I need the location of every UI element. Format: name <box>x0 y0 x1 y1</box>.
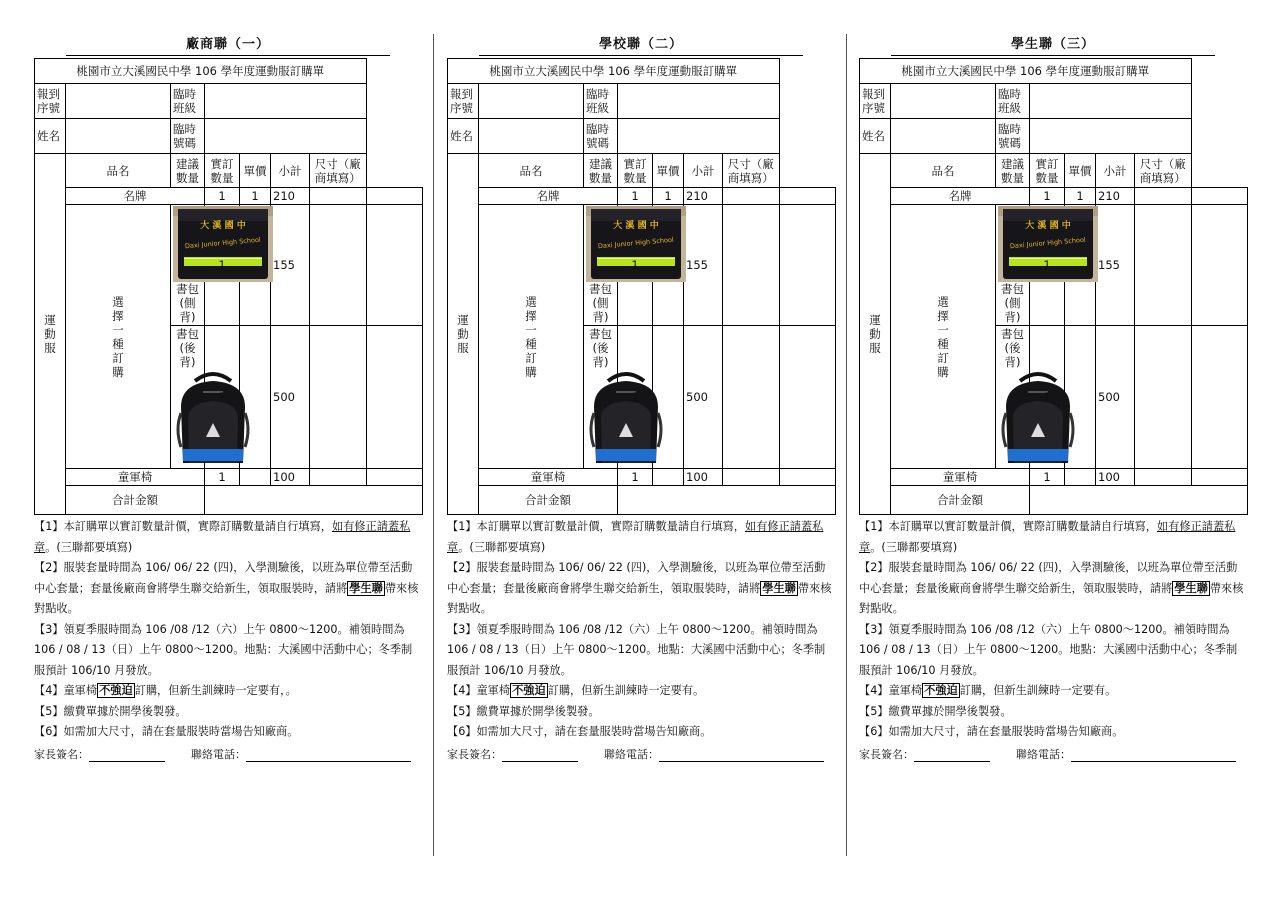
item-subtotal[interactable] <box>310 326 367 469</box>
name-label: 姓名 <box>448 119 479 154</box>
bag-back-cell <box>996 326 1030 469</box>
note-1 <box>859 517 1248 558</box>
total-label: 合計金額 <box>479 486 618 515</box>
item-price: 500 <box>271 326 310 469</box>
note-2 <box>447 558 836 620</box>
sportswear-group-label <box>448 154 479 515</box>
item-actual[interactable] <box>653 469 684 486</box>
group-text: 運 動 服 <box>44 313 56 355</box>
item-subtotal[interactable] <box>1135 469 1192 486</box>
form-title: 桃園市立大溪國民中學 106 學年度運動服訂購單 <box>35 59 367 84</box>
note-4b: 訂購，但新生訓練時一定要有。 <box>547 684 705 697</box>
header-size: 尺寸（廠商填寫） <box>723 154 780 188</box>
temp-class-field[interactable] <box>618 84 780 119</box>
note-2-boxed: 學生聯 <box>1174 581 1208 595</box>
item-size[interactable] <box>1191 469 1248 486</box>
item-name: 書包(側背) <box>176 282 199 324</box>
note-4 <box>34 681 423 702</box>
divider-1 <box>433 34 434 856</box>
note-5: 【5】繳費單據於開學後製發。 <box>859 704 1012 718</box>
name-row <box>448 119 836 154</box>
bag-print-2: Daxi Junior High School <box>597 235 675 251</box>
sportswear-group-label <box>860 154 891 515</box>
item-suggested: 1 <box>1030 469 1065 486</box>
item-suggested: 1 <box>618 326 653 469</box>
temp-class-field[interactable] <box>1030 84 1192 119</box>
report-no-field[interactable] <box>891 84 996 119</box>
parent-signature-label: 家長簽名： <box>447 747 502 761</box>
item-price: 210 <box>684 188 723 205</box>
item-price: 100 <box>684 469 723 486</box>
bag-side-cell <box>584 205 675 326</box>
temp-no-field[interactable] <box>205 119 367 154</box>
temp-class-field[interactable] <box>205 84 367 119</box>
note-2b: 帶來核對點收。 <box>447 581 832 615</box>
note-4b: 訂購，但新生訓練時一定要有，。 <box>134 684 297 697</box>
header-subtotal: 小計 <box>684 154 723 188</box>
bag-print-1: 大 溪 國 中 <box>200 221 246 231</box>
item-name: 童軍椅 <box>479 469 618 486</box>
note-4a: 【4】童軍椅 <box>34 684 98 697</box>
header-subtotal: 小計 <box>1096 154 1135 188</box>
item-suggested: 1 <box>1030 188 1065 205</box>
phone-label: 聯絡電話： <box>604 747 659 761</box>
note-2-boxed: 學生聯 <box>762 581 796 595</box>
item-name: 書包(後背) <box>589 327 612 369</box>
header-row <box>448 154 836 188</box>
parent-signature-label: 家長簽名： <box>34 747 89 761</box>
item-price: 155 <box>684 205 723 326</box>
divider-2 <box>846 34 847 856</box>
bag-back-cell <box>584 326 618 469</box>
total-field[interactable] <box>618 486 836 515</box>
note-4a: 【4】童軍椅 <box>447 684 511 697</box>
group-text: 選 擇 一 種 訂 購 <box>525 294 537 379</box>
header-size: 尺寸（廠商填寫） <box>1135 154 1192 188</box>
item-suggested: 1 <box>618 188 653 205</box>
phone-label: 聯絡電話： <box>1016 747 1071 761</box>
note-1-underlined: 如有修正請蓋私章 <box>859 520 1236 554</box>
note-6: 【6】如需加大尺寸，請在套量服裝時當場告知廠商。 <box>447 725 712 738</box>
parent-signature-field[interactable] <box>89 749 165 762</box>
name-row <box>35 119 423 154</box>
header-item: 品名 <box>891 154 996 188</box>
form-title-row <box>35 59 423 84</box>
report-no-field[interactable] <box>66 84 171 119</box>
item-size[interactable] <box>779 205 836 326</box>
item-subtotal[interactable] <box>310 469 367 486</box>
item-price: 155 <box>271 205 310 326</box>
report-row <box>448 84 836 119</box>
item-name: 名牌 <box>891 188 1030 205</box>
note-1a: 【1】本訂購單以實訂數量計價，實際訂購數量請自行填寫， <box>447 520 745 533</box>
note-2a: 【2】服裝套量時間為 106/ 06/ 22 (四)，入學測驗後，以班為單位帶至活動中心套量；套量後廠商會將學生聯交給新生，領取服裝時，請將 <box>859 561 1238 595</box>
item-name: 童軍椅 <box>891 469 1030 486</box>
item-subtotal[interactable] <box>723 469 780 486</box>
notes <box>859 517 1248 743</box>
item-price: 500 <box>1096 326 1135 469</box>
group-text: 選 擇 一 種 訂 購 <box>112 294 124 379</box>
item-subtotal[interactable] <box>1135 326 1192 469</box>
note-2b: 帶來核對點收。 <box>859 581 1244 615</box>
note-1 <box>447 517 836 558</box>
note-6: 【6】如需加大尺寸，請在套量服裝時當場告知廠商。 <box>34 725 299 738</box>
item-suggested: 1 <box>1030 326 1065 469</box>
note-4 <box>447 681 836 702</box>
bag-side-row <box>860 205 1248 326</box>
header-price: 單價 <box>1065 154 1096 188</box>
chair-row <box>35 469 423 486</box>
name-field[interactable] <box>66 119 171 154</box>
header-price: 單價 <box>653 154 684 188</box>
item-size[interactable] <box>1191 326 1248 469</box>
note-5: 【5】繳費單據於開學後製發。 <box>34 704 187 718</box>
order-form-copy <box>447 34 836 762</box>
item-price: 100 <box>1096 469 1135 486</box>
report-no-label: 報到序號 <box>860 84 891 119</box>
item-size[interactable] <box>779 326 836 469</box>
order-form-copy <box>34 34 423 762</box>
chair-row <box>860 469 1248 486</box>
item-actual[interactable]: 1 <box>240 188 271 205</box>
item-price: 100 <box>271 469 310 486</box>
item-suggested: 1 <box>205 469 240 486</box>
temp-class-label: 臨時班級 <box>996 84 1030 119</box>
name-field[interactable] <box>891 119 996 154</box>
total-field[interactable] <box>205 486 423 515</box>
order-table <box>447 58 836 515</box>
note-1a: 【1】本訂購單以實訂數量計價，實際訂購數量請自行填寫， <box>34 520 332 533</box>
item-size[interactable] <box>366 205 423 326</box>
signature-row <box>859 746 1248 762</box>
item-name: 名牌 <box>479 188 618 205</box>
phone-label: 聯絡電話： <box>191 747 246 761</box>
item-actual[interactable] <box>1065 469 1096 486</box>
header-actual: 實訂數量 <box>205 154 240 188</box>
report-row <box>35 84 423 119</box>
note-2a: 【2】服裝套量時間為 106/ 06/ 22 (四)，入學測驗後，以班為單位帶至活動中心套量；套量後廠商會將學生聯交給新生，領取服裝時，請將 <box>34 561 413 595</box>
parent-signature-label: 家長簽名： <box>859 747 914 761</box>
total-row <box>860 486 1248 515</box>
note-3: 【3】領夏季服時間為 106 /08 /12（六）上午 0800～1200。補領時間為 106 / 08 / 13（日）上午 0800～1200。地點：大溪國中活動中心；冬季制服預計 106/10 月發放。 <box>859 622 1238 677</box>
chair-row <box>448 469 836 486</box>
bag-print-2: Daxi Junior High School <box>1009 235 1087 251</box>
total-field[interactable] <box>1030 486 1248 515</box>
group-text: 運 動 服 <box>869 313 881 355</box>
total-label: 合計金額 <box>891 486 1030 515</box>
choose-one-group-label <box>891 205 996 469</box>
phone-field[interactable] <box>246 749 411 762</box>
item-size[interactable] <box>366 326 423 469</box>
item-actual[interactable]: 1 <box>1065 188 1096 205</box>
name-tag-row <box>448 188 836 205</box>
bag-side-cell <box>171 205 262 326</box>
item-suggested: 1 <box>205 205 240 326</box>
temp-class-label: 臨時班級 <box>171 84 205 119</box>
item-name: 書包(後背) <box>1001 327 1024 369</box>
header-actual: 實訂數量 <box>1030 154 1065 188</box>
copy-title: 學生聯（三） <box>891 34 1215 56</box>
item-name: 書包(後背) <box>176 327 199 369</box>
header-row <box>860 154 1248 188</box>
parent-signature-field[interactable] <box>502 749 578 762</box>
note-3: 【3】領夏季服時間為 106 /08 /12（六）上午 0800～1200。補領時間為 106 / 08 / 13（日）上午 0800～1200。地點：大溪國中活動中心；冬季制服預計 106/10 月發放。 <box>447 622 826 677</box>
note-2b: 帶來核對點收。 <box>34 581 419 615</box>
item-subtotal[interactable] <box>723 205 780 326</box>
header-item: 品名 <box>479 154 584 188</box>
copy-title: 廠商聯（一） <box>66 34 390 56</box>
note-1b: 。(三聯都要填寫) <box>870 540 958 554</box>
header-subtotal: 小計 <box>271 154 310 188</box>
item-size[interactable] <box>779 188 836 205</box>
note-1a: 【1】本訂購單以實訂數量計價，實際訂購數量請自行填寫， <box>859 520 1157 533</box>
temp-no-label: 臨時號碼 <box>996 119 1030 154</box>
note-1-underlined: 如有修正請蓋私章 <box>447 520 824 554</box>
total-row <box>35 486 423 515</box>
name-field[interactable] <box>479 119 584 154</box>
note-1b: 。(三聯都要填寫) <box>458 540 546 554</box>
parent-signature-field[interactable] <box>914 749 990 762</box>
item-name: 童軍椅 <box>66 469 205 486</box>
form-title-row <box>448 59 836 84</box>
item-subtotal[interactable] <box>1135 205 1192 326</box>
item-name: 名牌 <box>66 188 205 205</box>
form-title-row <box>860 59 1248 84</box>
note-4-boxed: 不強迫 <box>924 684 958 697</box>
bag-side-row <box>35 205 423 326</box>
notes <box>447 517 836 743</box>
temp-no-label: 臨時號碼 <box>584 119 618 154</box>
note-4a: 【4】童軍椅 <box>859 684 923 697</box>
item-suggested: 1 <box>618 469 653 486</box>
header-suggested: 建議數量 <box>171 154 205 188</box>
name-tag-row <box>35 188 423 205</box>
phone-field[interactable] <box>659 749 824 762</box>
note-5: 【5】繳費單據於開學後製發。 <box>447 704 600 718</box>
form-title: 桃園市立大溪國民中學 106 學年度運動服訂購單 <box>860 59 1192 84</box>
choose-one-group-label <box>66 205 171 469</box>
item-actual[interactable] <box>1065 326 1096 469</box>
name-row <box>860 119 1248 154</box>
item-size[interactable] <box>366 469 423 486</box>
phone-field[interactable] <box>1071 749 1236 762</box>
group-text: 運 動 服 <box>457 313 469 355</box>
item-size[interactable] <box>779 469 836 486</box>
name-tag-row <box>860 188 1248 205</box>
temp-no-label: 臨時號碼 <box>171 119 205 154</box>
copy-title: 學校聯（二） <box>479 34 803 56</box>
note-1 <box>34 517 423 558</box>
name-label: 姓名 <box>35 119 66 154</box>
header-item: 品名 <box>66 154 171 188</box>
item-subtotal[interactable] <box>723 188 780 205</box>
signature-row <box>447 746 836 762</box>
item-price: 210 <box>1096 188 1135 205</box>
bag-print-1: 大 溪 國 中 <box>613 221 659 231</box>
item-subtotal[interactable] <box>310 188 367 205</box>
bag-back-cell <box>171 326 205 469</box>
header-price: 單價 <box>240 154 271 188</box>
item-price: 500 <box>684 326 723 469</box>
temp-no-field[interactable] <box>1030 119 1192 154</box>
item-subtotal[interactable] <box>1135 188 1192 205</box>
order-table <box>859 58 1248 515</box>
choose-one-group-label <box>479 205 584 469</box>
note-2-boxed: 學生聯 <box>349 581 383 595</box>
order-form-copy <box>859 34 1248 762</box>
note-4 <box>859 681 1248 702</box>
report-no-field[interactable] <box>479 84 584 119</box>
item-actual[interactable] <box>240 469 271 486</box>
item-size[interactable] <box>1191 205 1248 326</box>
notes <box>34 517 423 743</box>
item-suggested: 1 <box>205 326 240 469</box>
item-actual[interactable] <box>240 326 271 469</box>
header-actual: 實訂數量 <box>618 154 653 188</box>
item-name: 書包(側背) <box>1001 282 1024 324</box>
note-2 <box>34 558 423 620</box>
item-subtotal[interactable] <box>310 205 367 326</box>
name-label: 姓名 <box>860 119 891 154</box>
note-1-underlined: 如有修正請蓋私章 <box>34 520 411 554</box>
signature-row <box>34 746 423 762</box>
total-row <box>448 486 836 515</box>
item-suggested: 1 <box>618 205 653 326</box>
note-2a: 【2】服裝套量時間為 106/ 06/ 22 (四)，入學測驗後，以班為單位帶至活動中心套量；套量後廠商會將學生聯交給新生，領取服裝時，請將 <box>447 561 826 595</box>
temp-no-field[interactable] <box>618 119 780 154</box>
total-label: 合計金額 <box>66 486 205 515</box>
report-row <box>860 84 1248 119</box>
form-title: 桃園市立大溪國民中學 106 學年度運動服訂購單 <box>448 59 780 84</box>
item-price: 210 <box>271 188 310 205</box>
group-text: 選 擇 一 種 訂 購 <box>937 294 949 379</box>
bag-side-row <box>448 205 836 326</box>
report-no-label: 報到序號 <box>448 84 479 119</box>
item-price: 155 <box>1096 205 1135 326</box>
temp-class-label: 臨時班級 <box>584 84 618 119</box>
note-4-boxed: 不強迫 <box>99 684 133 697</box>
note-4b: 訂購，但新生訓練時一定要有。 <box>959 684 1117 697</box>
header-suggested: 建議數量 <box>584 154 618 188</box>
note-1b: 。(三聯都要填寫) <box>45 540 133 554</box>
note-3: 【3】領夏季服時間為 106 /08 /12（六）上午 0800～1200。補領時間為 106 / 08 / 13（日）上午 0800～1200。地點：大溪國中活動中心；冬季制服預計 106/10 月發放。 <box>34 622 413 677</box>
item-size[interactable] <box>366 188 423 205</box>
header-suggested: 建議數量 <box>996 154 1030 188</box>
item-suggested: 1 <box>205 188 240 205</box>
order-table <box>34 58 423 515</box>
header-size: 尺寸（廠商填寫） <box>310 154 367 188</box>
item-name: 書包(側背) <box>589 282 612 324</box>
item-suggested: 1 <box>1030 205 1065 326</box>
note-4-boxed: 不強迫 <box>512 684 546 697</box>
item-actual[interactable] <box>653 326 684 469</box>
item-actual[interactable]: 1 <box>653 188 684 205</box>
item-subtotal[interactable] <box>723 326 780 469</box>
note-2 <box>859 558 1248 620</box>
report-no-label: 報到序號 <box>35 84 66 119</box>
sportswear-group-label <box>35 154 66 515</box>
bag-print-1: 大 溪 國 中 <box>1025 221 1071 231</box>
item-size[interactable] <box>1191 188 1248 205</box>
bag-side-cell <box>996 205 1087 326</box>
bag-print-2: Daxi Junior High School <box>184 235 262 251</box>
header-row <box>35 154 423 188</box>
note-6: 【6】如需加大尺寸，請在套量服裝時當場告知廠商。 <box>859 725 1124 738</box>
